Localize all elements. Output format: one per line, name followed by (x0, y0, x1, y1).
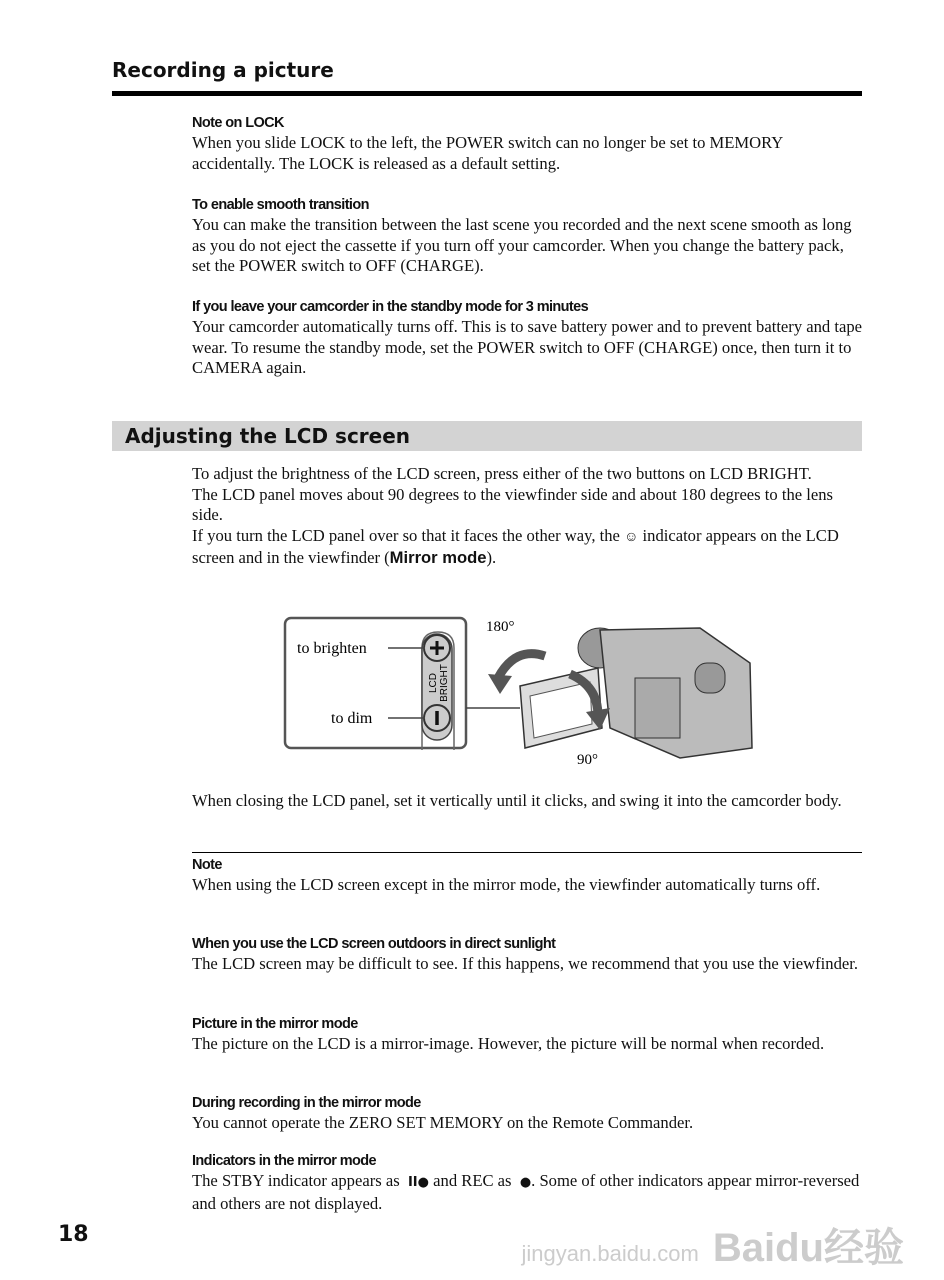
baidu-watermark (522, 1226, 904, 1279)
paragraph: When using the LCD screen except in the mirror mode, the viewfinder automatically turns off. (192, 875, 821, 894)
brighten-label: to brighten (297, 640, 367, 657)
paragraph: The LCD screen may be difficult to see. If this happens, we recommend that you use the viewfinder. (192, 954, 859, 973)
watermark-brand: Baidu经验 (712, 1226, 904, 1270)
svg-text:90°: 90° (577, 752, 598, 768)
paragraph: You can make the transition between the last scene you recorded and the next scene smooth as long as you do not eject the cassette if you turn off your camcorder. When you change the battery pack, set the POWER switch to OFF (CHARGE). (192, 215, 852, 275)
heading: When you use the LCD screen outdoors in direct sunlight (192, 936, 556, 952)
dim-label: to dim (331, 710, 373, 727)
note-lock (192, 113, 864, 174)
page-number: 18 (58, 1222, 89, 1247)
rec-indicator-icon: ● (519, 1175, 532, 1190)
note-indicators (192, 1151, 864, 1214)
note-rule (192, 852, 862, 853)
page-header: Recording a picture (112, 58, 334, 82)
note-mirror-recording (192, 1093, 864, 1134)
section-title: Adjusting the LCD screen (125, 424, 411, 448)
heading: Note on LOCK (192, 115, 284, 131)
paragraph: Your camcorder automatically turns off. This is to save battery power and to prevent battery and tape wear. To resume the standby mode, set the POWER switch to OFF (CHARGE) once, then turn it to CAMERA again. (192, 317, 863, 377)
stby-indicator-icon: II● (407, 1175, 429, 1190)
heading: During recording in the mirror mode (192, 1095, 421, 1111)
heading: Indicators in the mirror mode (192, 1153, 377, 1169)
heading: Note (192, 857, 222, 873)
svg-text:LCD: LCD (428, 672, 439, 694)
note-sunlight (192, 934, 864, 975)
note-mirror-picture (192, 1014, 864, 1055)
header-rule (112, 91, 862, 96)
heading: To enable smooth transition (192, 197, 369, 213)
mirror-face-icon: ☺ (624, 529, 639, 545)
paragraph: When you slide LOCK to the left, the POWER switch can no longer be set to MEMORY accidentally. The LOCK is released as a default setting. (192, 133, 783, 173)
note-general (192, 855, 864, 896)
heading: If you leave your camcorder in the standby mode for 3 minutes (192, 299, 589, 315)
paragraph: You cannot operate the ZERO SET MEMORY on the Remote Commander. (192, 1113, 694, 1132)
paragraph: The LCD panel moves about 90 degrees to the viewfinder side and about 180 degrees to the lens side. (192, 484, 833, 524)
lcd-figure (280, 608, 760, 778)
paragraph: The STBY indicator appears as II● and REC as ●. Some of other indicators appear mirror-reversed and others are not displayed. (192, 1171, 860, 1213)
note-standby (192, 297, 864, 379)
closing-paragraph: When closing the LCD panel, set it vertically until it clicks, and swing it into the camcorder body. (192, 791, 842, 810)
note-smooth-transition (192, 195, 864, 277)
camcorder-illustration (520, 628, 752, 758)
heading: Picture in the mirror mode (192, 1016, 358, 1032)
section-band (112, 421, 862, 451)
lcd-intro (192, 464, 864, 569)
paragraph: The picture on the LCD is a mirror-image. However, the picture will be normal when recorded. (192, 1034, 825, 1053)
paragraph: If you turn the LCD panel over so that it faces the other way, the ☺ indicator appears on the LCD screen and in the viewfinder (Mirror mode). (192, 525, 839, 567)
svg-text:BRIGHT: BRIGHT (439, 664, 450, 702)
watermark-url: jingyan.baidu.com (521, 1241, 699, 1266)
paragraph: To adjust the brightness of the LCD screen, press either of the two buttons on LCD BRIGHT. (192, 464, 812, 483)
svg-text:180°: 180° (486, 619, 515, 635)
